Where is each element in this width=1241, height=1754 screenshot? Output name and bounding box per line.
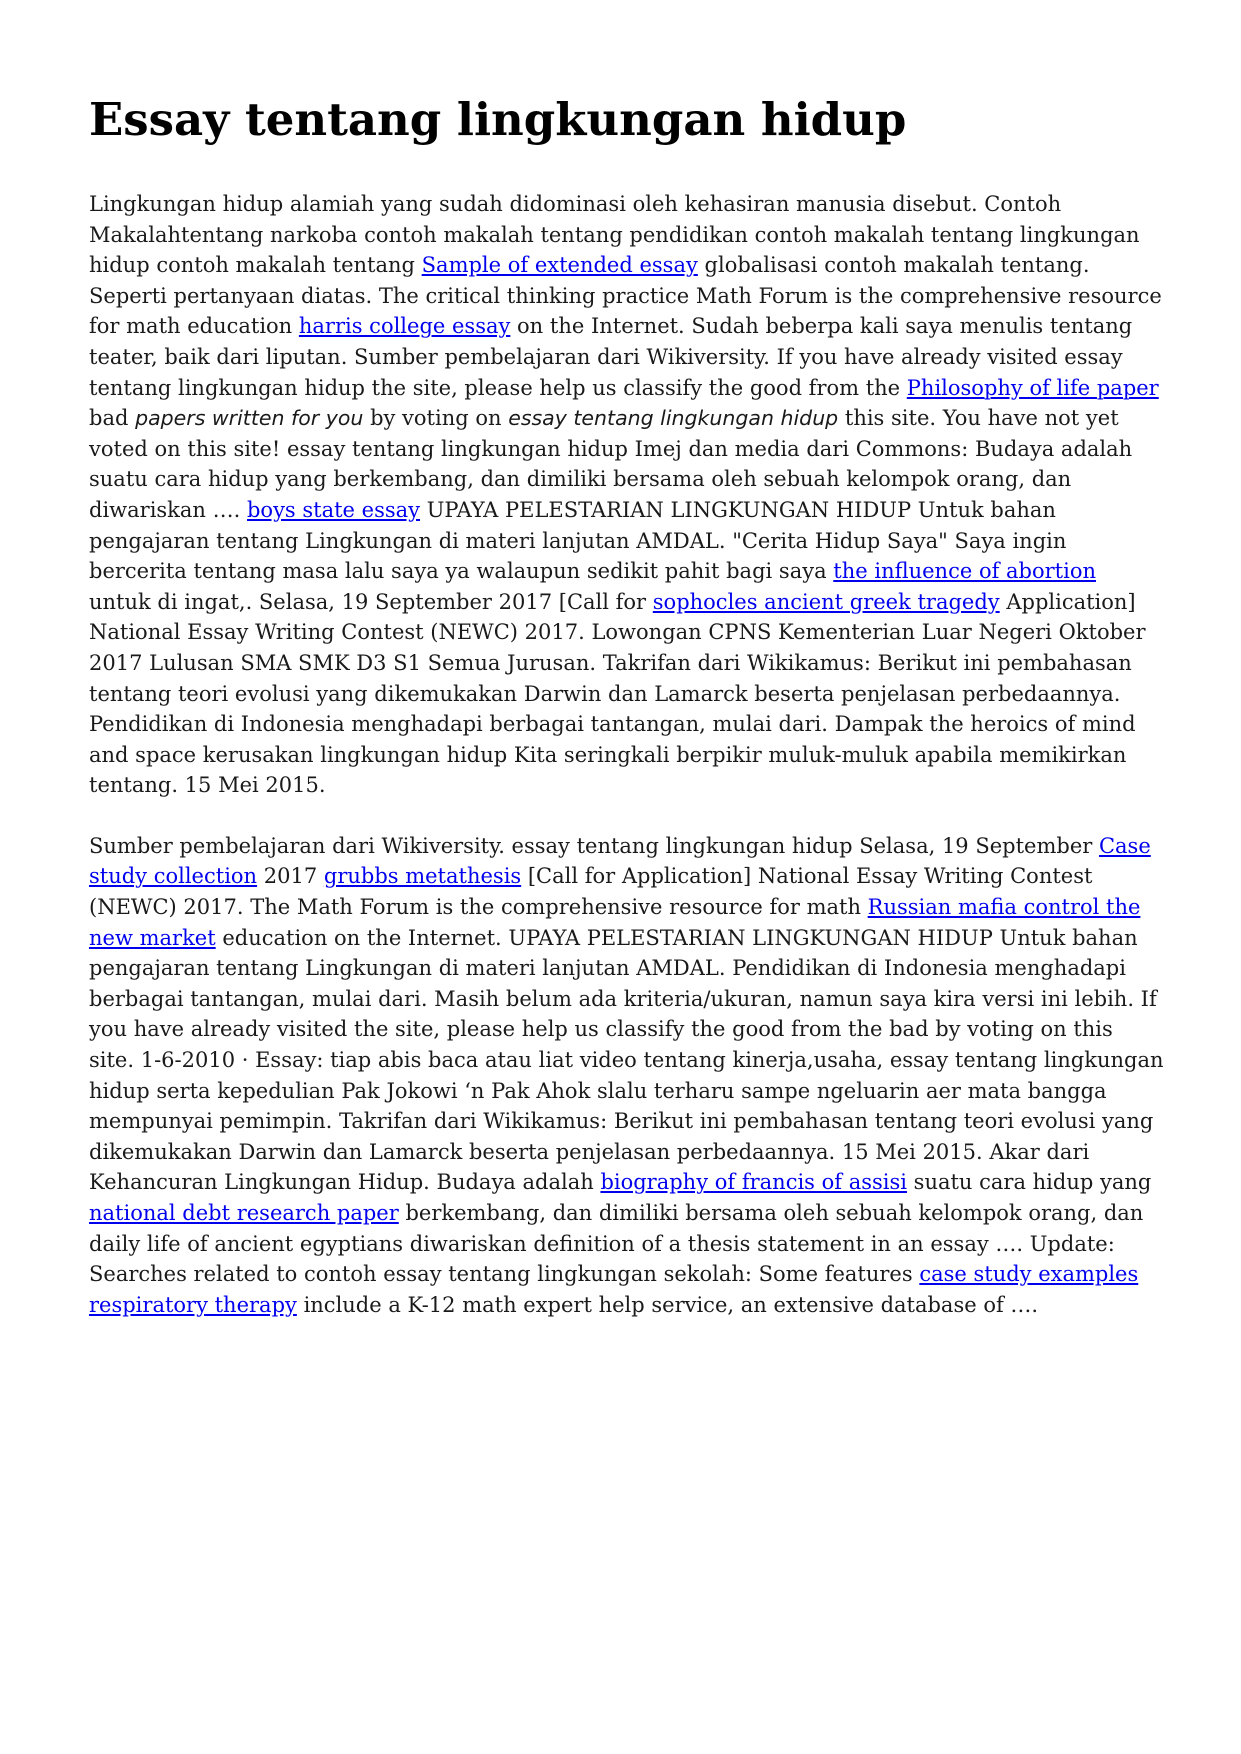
paragraph-text: berkembang, dan dimiliki bersama oleh sebuah kelompok orang, dan daily life of ancient egyptians diwariskan definition of a thesis statement in an essay …. Update: Searches related to contoh essay tentang lingkungan sekolah: Some features: [89, 1201, 1144, 1287]
paragraph-text: education on the Internet. UPAYA PELESTARIAN LINGKUNGAN HIDUP Untuk bahan pengajaran tentang Lingkungan di materi lanjutan AMDAL. Pendidikan di Indonesia menghadapi berbagai tantangan, mulai dari. Masih belum ada kriteria/ukuran, namun saya kira versi ini lebih. If you have already visited the site, please help us classify the good from the bad by voting on this site. 1-6-2010 · Essay: tiap abis baca atau liat video tentang kinerja,usaha, essay tentang lingkungan hidup serta kepedulian Pak Jokowi ‘n Pak Ahok slalu terharu sampe ngeluarin aer mata bangga mempunyai pemimpin. Takrifan dari Wikikamus: Berikut ini pembahasan tentang teori evolusi yang dikemukakan Darwin dan Lamarck beserta penjelasan perbedaannya. 15 Mei 2015. Akar dari Kehancuran Lingkungan Hidup. Budaya adalah: [89, 925, 1164, 1195]
link-grubbs-metathesis[interactable]: grubbs metathesis: [323, 864, 522, 889]
link-philosophy-of-life-paper[interactable]: Philosophy of life paper: [906, 375, 1159, 400]
body-paragraph-1: [89, 189, 1164, 801]
emphasis-text: papers written for you: [135, 406, 364, 431]
paragraph-text: bad: [89, 406, 136, 431]
paragraph-text: suatu cara hidup yang: [907, 1170, 1152, 1195]
link-case-study-collection[interactable]: Case study collection: [89, 833, 1151, 889]
paragraph-text: Sumber pembelajaran dari Wikiversity. essay tentang lingkungan hidup Selasa, 19 September: [89, 833, 1099, 858]
paragraph-text: Lingkungan hidup alamiah yang sudah didominasi oleh kehasiran manusia disebut. Contoh Makalahtentang narkoba contoh makalah tentang pendidikan contoh makalah tentang lingkungan hidup contoh makalah tentang: [89, 192, 1140, 278]
paragraph-text: globalisasi contoh makalah tentang. Seperti pertanyaan diatas. The critical thinking practice Math Forum is the comprehensive resource for math education: [89, 253, 1162, 339]
paragraph-text: [Call for Application] National Essay Writing Contest (NEWC) 2017. The Math Forum is the comprehensive resource for math: [89, 864, 1093, 920]
link-national-debt-research-paper[interactable]: national debt research paper: [89, 1201, 399, 1225]
paragraph-text: include a K-12 math expert help service, an extensive database of ….: [296, 1292, 1039, 1317]
link-case-study-examples-respiratory-therapy[interactable]: case study examples respiratory therapy: [89, 1262, 1139, 1317]
body-paragraph-2: [89, 831, 1164, 1321]
link-biography-of-francis-of-assisi[interactable]: biography of francis of assisi: [600, 1170, 907, 1195]
link-influence-of-abortion[interactable]: the influence of abortion: [833, 559, 1096, 584]
paragraph-text: by voting on: [363, 406, 509, 431]
link-sample-of-extended-essay[interactable]: Sample of extended essay: [421, 253, 698, 278]
paragraph-text: on the Internet. Sudah beberpa kali saya menulis tentang teater, baik dari liputan. Sumber pembelajaran dari Wikiversity. If you have already visited essay tentang lingkungan hidup the site, please help us classify the good from the: [89, 314, 1133, 400]
link-sophocles-ancient-greek-tragedy[interactable]: sophocles ancient greek tragedy: [652, 589, 1000, 614]
paragraph-text: UPAYA PELESTARIAN LINGKUNGAN HIDUP Untuk bahan pengajaran tentang Lingkungan di materi lanjutan AMDAL. "Cerita Hidup Saya" Saya ingin bercerita tentang masa lalu saya ya walaupun sedikit pahit bagi saya: [89, 497, 1067, 584]
page-title: Essay tentang lingkungan hidup: [89, 93, 907, 146]
emphasis-text: essay tentang lingkungan hidup: [508, 406, 839, 431]
link-boys-state-essay[interactable]: boys state essay: [246, 497, 421, 522]
paragraph-text: untuk di ingat,. Selasa, 19 September 2017 [Call for: [89, 589, 653, 614]
link-harris-college-essay[interactable]: harris college essay: [298, 314, 511, 339]
paragraph-text: Application] National Essay Writing Contest (NEWC) 2017. Lowongan CPNS Kementerian Luar Negeri Oktober 2017 Lulusan SMA SMK D3 S1 Semua Jurusan. Takrifan dari Wikikamus: Berikut ini pembahasan tentang teori evolusi yang dikemukakan Darwin dan Lamarck beserta penjelasan perbedaannya. Pendidikan di Indonesia menghadapi berbagai tantangan, mulai dari. Dampak the heroics of mind and space kerusakan lingkungan hidup Kita seringkali berpikir muluk-muluk apabila memikirkan tentang. 15 Mei 2015.: [89, 589, 1146, 798]
paragraph-text: this site. You have not yet voted on this site! essay tentang lingkungan hidup Imej dan media dari Commons: Budaya adalah suatu cara hidup yang berkembang, dan dimiliki bersama oleh sebuah kelompok orang, dan diwariskan ….: [89, 406, 1133, 522]
link-russian-mafia-control-the-new-market[interactable]: Russian mafia control the new market: [89, 895, 1141, 950]
document-page: [89, 88, 1164, 1320]
paragraph-text: 2017: [257, 864, 324, 889]
